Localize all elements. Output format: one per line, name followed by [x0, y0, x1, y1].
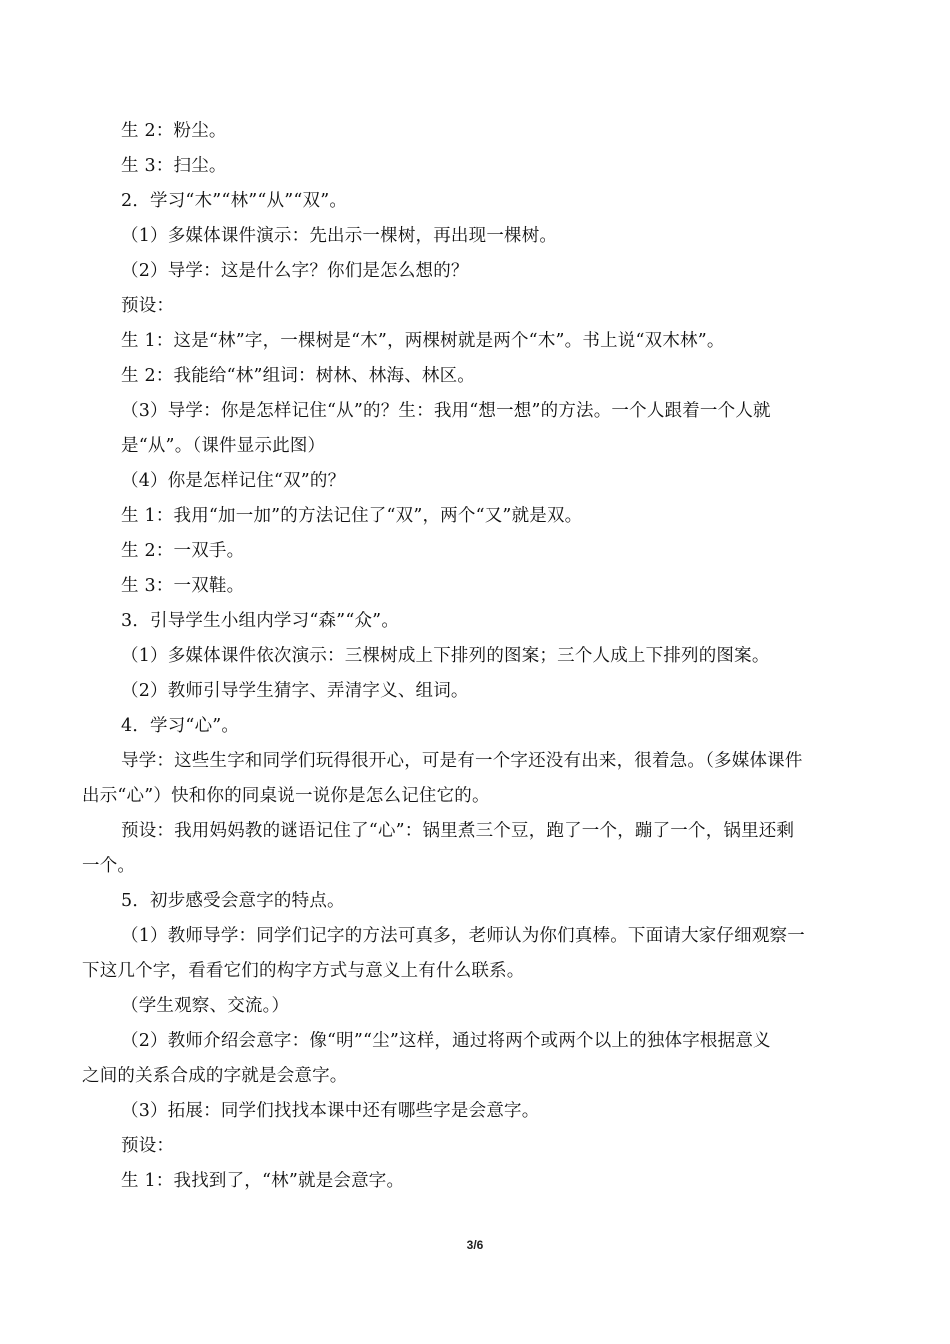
text-line: 生 1：我用“加一加”的方法记住了“双”，两个“又”就是双。: [121, 506, 583, 526]
text-line: （2）教师引导学生猜字、弄清字义、组词。: [121, 681, 469, 701]
text-line: （3）导学：你是怎样记住“从”的？生：我用“想一想”的方法。一个人跟着一个人就: [121, 401, 771, 421]
text-line: 4．学习“心”。: [121, 716, 240, 736]
text-line: 生 1：我找到了，“林”就是会意字。: [121, 1171, 405, 1191]
text-line: 预设：: [121, 296, 175, 316]
text-line: （1）多媒体课件依次演示：三棵树成上下排列的图案；三个人成上下排列的图案。: [121, 646, 770, 666]
text-line: 2．学习“木”“林”“从”“双”。: [121, 191, 348, 211]
text-line: （1）教师导学：同学们记字的方法可真多，老师认为你们真棒。下面请大家仔细观察一: [121, 926, 805, 946]
text-line: 一个。: [82, 856, 136, 876]
text-line: 生 2：一双手。: [121, 541, 245, 561]
page-number: 3/6: [466, 1238, 484, 1252]
text-line: 5．初步感受会意字的特点。: [121, 891, 345, 911]
text-line: （2）导学：这是什么字？你们是怎么想的？: [121, 261, 469, 281]
text-line: 出示“心”）快和你的同桌说一说你是怎么记住它的。: [82, 786, 490, 806]
text-line: 生 2：粉尘。: [121, 121, 227, 141]
text-line: （2）教师介绍会意字：像“明”“尘”这样，通过将两个或两个以上的独体字根据意义: [121, 1031, 771, 1051]
text-line: （3）拓展：同学们找找本课中还有哪些字是会意字。: [121, 1101, 540, 1121]
text-line: 下这几个字，看看它们的构字方式与意义上有什么联系。: [82, 961, 525, 981]
text-line: （1）多媒体课件演示：先出示一棵树，再出现一棵树。: [121, 226, 558, 246]
text-line: 生 3：扫尘。: [121, 156, 227, 176]
text-line: 生 1：这是“林”字，一棵树是“木”，两棵树就是两个“木”。书上说“双木林”。: [121, 331, 725, 351]
text-line: 预设：: [121, 1136, 175, 1156]
text-line: 3．引导学生小组内学习“森”“众”。: [121, 611, 400, 631]
text-line: 生 3：一双鞋。: [121, 576, 245, 596]
text-line: 预设：我用妈妈教的谜语记住了“心”：锅里煮三个豆，跑了一个，蹦了一个，锅里还剩: [121, 821, 795, 841]
text-line: 生 2：我能给“林”组词：树林、林海、林区。: [121, 366, 475, 386]
text-line: 导学：这些生字和同学们玩得很开心，可是有一个字还没有出来，很着急。（多媒体课件: [121, 751, 803, 771]
text-line: 之间的关系合成的字就是会意字。: [82, 1066, 348, 1086]
text-line: （4）你是怎样记住“双”的？: [121, 471, 346, 491]
text-line: 是“从”。（课件显示此图）: [121, 436, 326, 456]
text-line: （学生观察、交流。）: [121, 996, 290, 1016]
